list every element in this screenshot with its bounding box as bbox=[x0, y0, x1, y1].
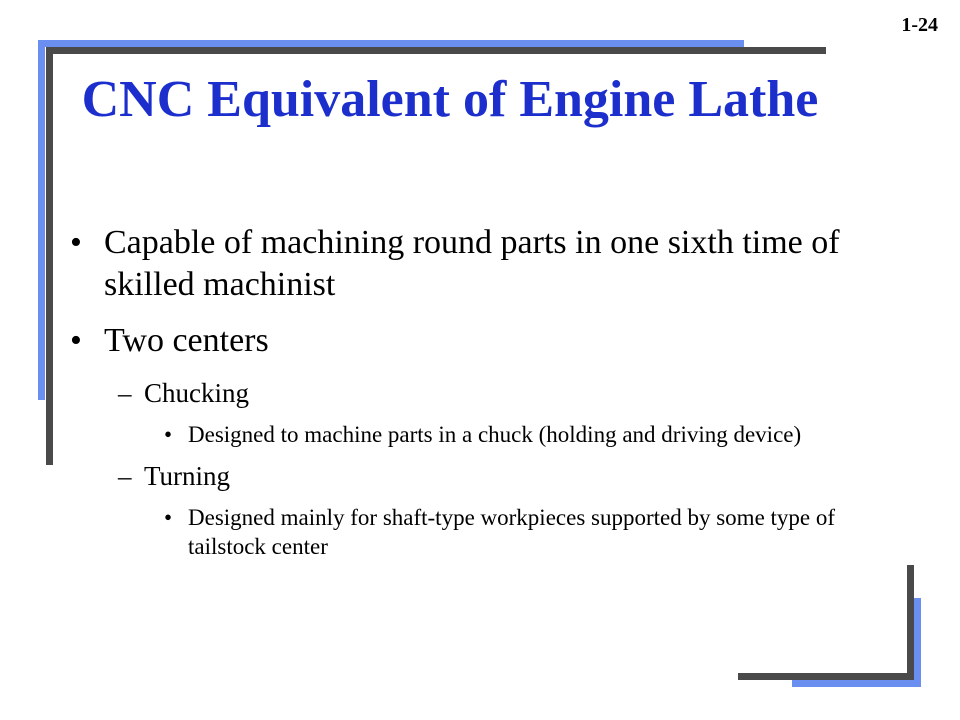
bullet-mark: • bbox=[70, 224, 82, 261]
slide-title: CNC Equivalent of Engine Lathe bbox=[81, 71, 819, 128]
bullet-mark: • bbox=[70, 322, 82, 359]
sub-bullet-text: Turning bbox=[144, 461, 231, 491]
bullet-item bbox=[60, 222, 910, 306]
dash-mark: – bbox=[118, 461, 132, 491]
frame-bottom-right-vertical-blue bbox=[914, 598, 921, 687]
frame-top-left-vertical-blue bbox=[38, 40, 45, 400]
bullet-item bbox=[60, 320, 910, 362]
sub-bullet-item bbox=[60, 459, 910, 493]
dash-mark: – bbox=[118, 378, 132, 408]
bullet-mark: • bbox=[164, 505, 173, 530]
bullet-mark: • bbox=[164, 422, 173, 447]
sub-bullet-text: Chucking bbox=[144, 378, 249, 408]
sub-bullet-item bbox=[60, 376, 910, 410]
detail-bullet-item bbox=[60, 420, 910, 449]
bullet-text: Capable of machining round parts in one sixth time of skilled machinist bbox=[104, 224, 840, 303]
slide-content bbox=[60, 222, 910, 571]
slide-number: 1-24 bbox=[901, 14, 938, 36]
bullet-text: Two centers bbox=[104, 322, 269, 359]
frame-bottom-right-horizontal-gray bbox=[738, 673, 914, 680]
detail-bullet-text: Designed to machine parts in a chuck (holding and driving device) bbox=[188, 422, 802, 447]
detail-bullet-item bbox=[60, 503, 910, 561]
frame-bottom-right-vertical-gray bbox=[907, 565, 914, 680]
frame-top-left-horizontal-blue bbox=[38, 40, 744, 47]
detail-bullet-text: Designed mainly for shaft-type workpieces supported by some type of tailstock center bbox=[188, 505, 836, 559]
frame-top-left-vertical-gray bbox=[46, 47, 53, 465]
frame-bottom-right-horizontal-blue bbox=[792, 680, 921, 687]
frame-top-left-horizontal-gray bbox=[46, 47, 826, 54]
